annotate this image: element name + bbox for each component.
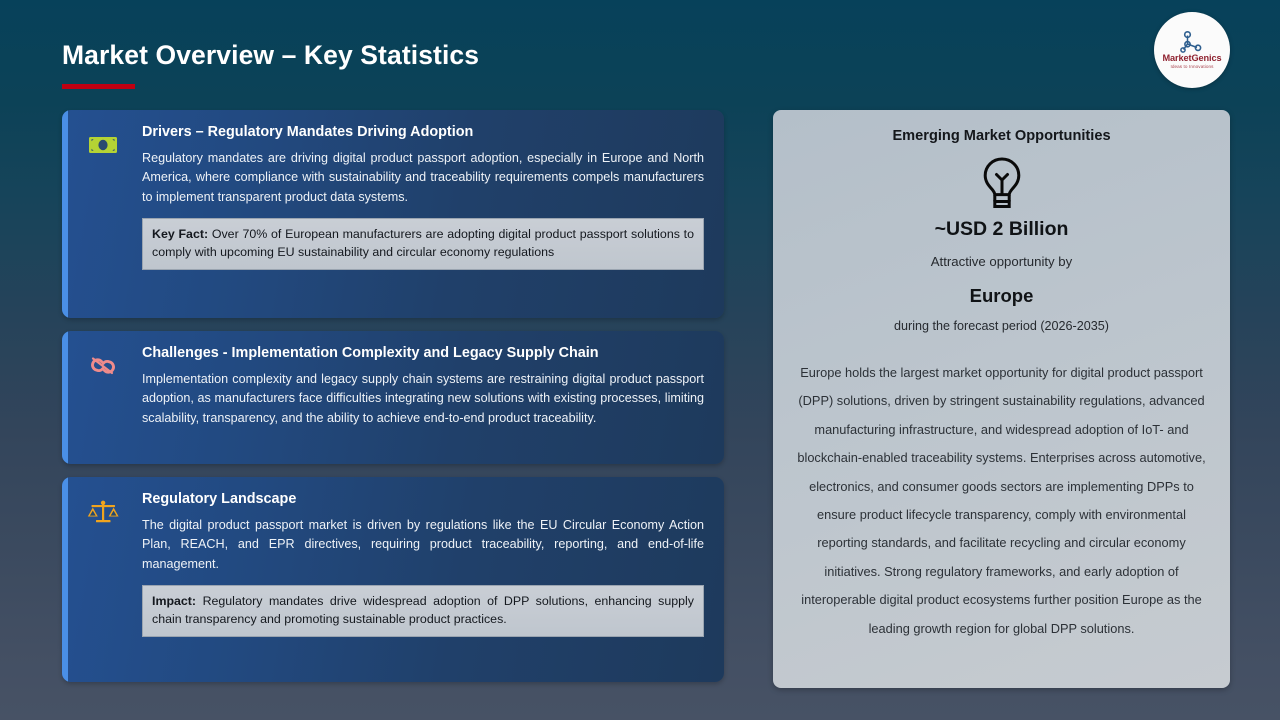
panel-paragraph: Europe holds the largest market opportunity for digital product passport (DPP) solutions, driven by stringent sustainability regulations, advanced manufacturing infrastructure, and widespread adoption of IoT- and blockchain-enabled traceability systems. Enterprises across automotive, electronics, and consumer goods sectors are implementing DPPs to ensure product lifecycle transparency, comply with environmental reporting standards, and facilitate recycling and circular economy initiatives. Strong regulatory frameworks, and early adoption of interoperable digital product ecosystems further position Europe as the leading growth region for global DPP solutions. <box>797 365 1206 636</box>
card-challenges[interactable] <box>62 331 724 464</box>
opportunity-subtitle: Attractive opportunity by <box>930 254 1073 269</box>
emerging-market-opportunities-panel <box>773 110 1230 688</box>
callout-text: Over 70% of European manufacturers are adopting digital product passport solutions to comply with upcoming EU sustainability and circular economy regulations <box>152 226 694 260</box>
logo-tagline: Ideas to Innovations <box>1170 63 1214 69</box>
card-title: Drivers – Regulatory Mandates Driving Adoption <box>142 124 474 140</box>
card-drivers[interactable] <box>62 110 724 318</box>
market-value: ~USD 2 Billion <box>934 218 1069 240</box>
forecast-period: during the forecast period (2026-2035) <box>894 319 1109 333</box>
network-nodes-icon <box>1179 31 1205 53</box>
card-body: The digital product passport market is driven by regulations like the EU Circular Economy Action Plan, REACH, and EPR directives, requiring product traceability, reporting, and end-of-life management. <box>142 518 704 571</box>
page-title: Market Overview – Key Statistics <box>62 40 480 70</box>
card-regulatory-landscape[interactable] <box>62 477 724 682</box>
balance-scales-icon <box>86 495 120 529</box>
panel-title: Emerging Market Opportunities <box>892 128 1111 144</box>
callout-text: Regulatory mandates drive widespread adoption of DPP solutions, enhancing supply chain transparency and promoting sustainable product practices. <box>152 593 694 627</box>
region-name: Europe <box>969 285 1034 306</box>
logo-wordmark: MarketGenics <box>1162 52 1222 63</box>
callout-label: Key Fact: <box>152 226 209 241</box>
key-fact-callout <box>142 218 704 270</box>
money-banknote-icon <box>86 128 120 162</box>
card-title: Challenges - Implementation Complexity and Legacy Supply Chain <box>142 345 599 361</box>
broken-link-icon <box>86 349 120 383</box>
card-body: Implementation complexity and legacy supply chain systems are restraining digital product passport adoption, as manufacturers face difficulties integrating new solutions with existing processes, limiting scalability, transparency, and the ability to achieve end-to-end product traceability. <box>142 372 704 425</box>
lightbulb-icon <box>787 156 1216 210</box>
callout-label: Impact: <box>152 593 197 608</box>
statistics-card-list <box>62 110 724 695</box>
title-accent-rule <box>62 84 135 89</box>
company-logo <box>1154 12 1230 88</box>
card-title: Regulatory Landscape <box>142 491 297 507</box>
card-body: Regulatory mandates are driving digital product passport adoption, especially in Europe and North America, where compliance with sustainability and traceability requirements compels manufacturers to implement transparent product data systems. <box>142 151 704 204</box>
impact-callout <box>142 585 704 637</box>
